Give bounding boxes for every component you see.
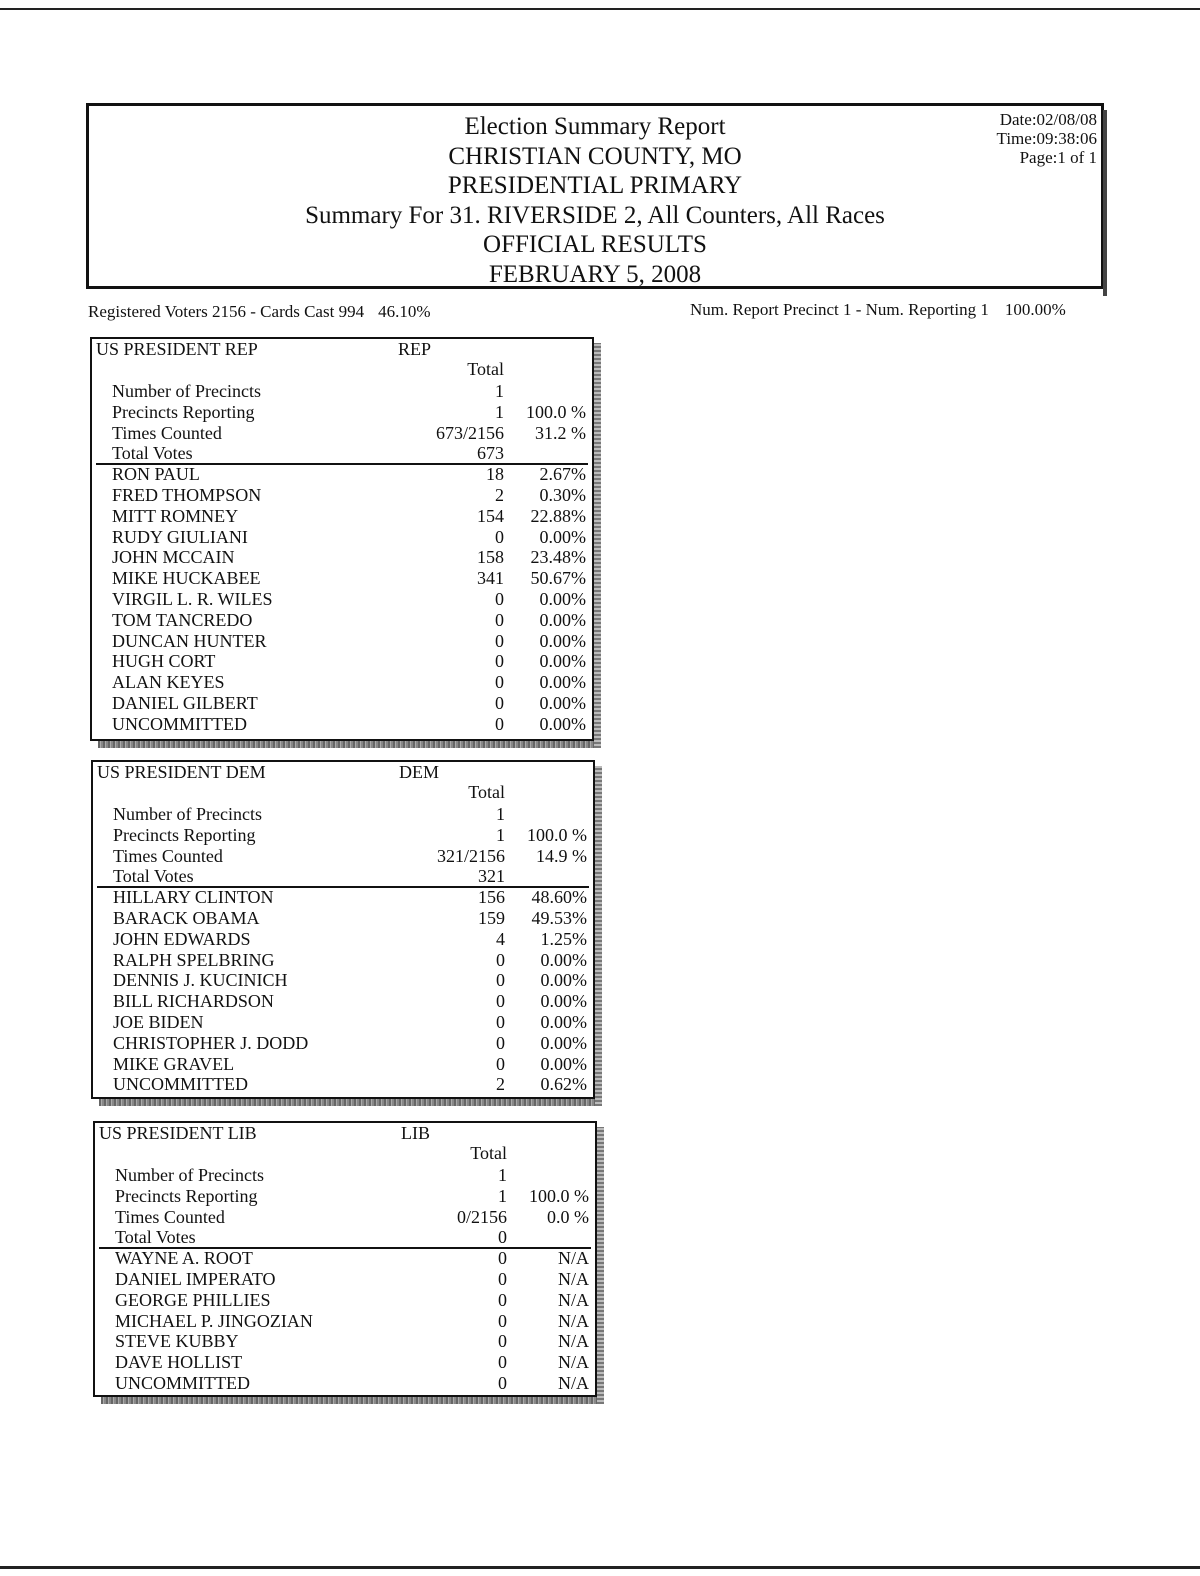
candidate-percent: N/A xyxy=(558,1372,589,1393)
candidate-percent: 48.60% xyxy=(531,887,587,908)
candidate-votes: 0 xyxy=(495,588,504,609)
candidate-name: MIKE HUCKABEE xyxy=(112,568,261,589)
summary-percent: 100.0 % xyxy=(527,824,587,845)
candidate-row xyxy=(93,908,593,929)
total-column-header: Total xyxy=(468,782,505,802)
candidate-percent: 0.00% xyxy=(540,1053,587,1074)
candidate-percent: 0.00% xyxy=(539,672,586,693)
box-shadow xyxy=(594,343,601,748)
summary-label: Times Counted xyxy=(115,1206,225,1227)
summary-label: Number of Precincts xyxy=(113,804,262,824)
candidate-row xyxy=(93,1054,593,1075)
candidate-percent: 22.88% xyxy=(530,505,586,526)
candidate-votes: 158 xyxy=(477,547,504,568)
candidate-name: TOM TANCREDO xyxy=(112,609,253,630)
summary-row xyxy=(95,1207,595,1228)
total-column-header: Total xyxy=(470,1143,507,1163)
candidate-votes: 2 xyxy=(495,484,504,505)
candidate-row xyxy=(95,1352,595,1373)
summary-value: 1 xyxy=(496,824,505,845)
candidate-row xyxy=(93,1074,593,1095)
total-column-header: Total xyxy=(467,359,504,379)
candidate-name: DANIEL IMPERATO xyxy=(115,1268,276,1289)
summary-percent: 31.2 % xyxy=(535,422,586,443)
summary-value: 1 xyxy=(498,1165,507,1185)
summary-label: Number of Precincts xyxy=(115,1165,264,1185)
summary-value: 1 xyxy=(495,381,504,401)
candidate-votes: 0 xyxy=(495,609,504,630)
summary-row xyxy=(93,866,593,887)
candidate-name: DANIEL GILBERT xyxy=(112,692,258,713)
precinct-stats xyxy=(690,300,1066,320)
summary-value: 1 xyxy=(496,804,505,824)
summary-row xyxy=(95,1227,595,1248)
candidate-votes: 0 xyxy=(498,1310,507,1331)
candidate-row xyxy=(92,631,592,652)
candidate-name: ALAN KEYES xyxy=(112,672,225,693)
summary-percent: 100.0 % xyxy=(526,401,586,422)
candidate-name: JOHN MCCAIN xyxy=(112,547,235,568)
candidate-row xyxy=(92,506,592,527)
candidate-votes: 0 xyxy=(498,1289,507,1310)
candidate-name: BARACK OBAMA xyxy=(113,907,260,928)
report-time: Time:09:38:06 xyxy=(996,129,1097,148)
summary-value: 1 xyxy=(495,401,504,422)
summary-row xyxy=(92,381,592,402)
precincts-percent: 100.00% xyxy=(1004,300,1066,319)
summary-row xyxy=(93,804,593,825)
candidate-percent: 0.00% xyxy=(539,526,586,547)
header-title-block xyxy=(89,112,1101,289)
summary-percent: 0.0 % xyxy=(547,1206,589,1227)
race-rows xyxy=(92,381,592,735)
turnout-percent: 46.10% xyxy=(378,302,431,321)
candidate-row xyxy=(93,1012,593,1033)
summary-label: Precincts Reporting xyxy=(112,401,255,422)
report-title: Election Summary Report xyxy=(464,113,726,140)
election-name: PRESIDENTIAL PRIMARY xyxy=(447,172,743,199)
candidate-name: HILLARY CLINTON xyxy=(113,887,274,908)
candidate-percent: N/A xyxy=(558,1268,589,1289)
candidate-percent: 0.00% xyxy=(539,609,586,630)
box-shadow xyxy=(98,741,594,748)
candidate-name: CHRISTOPHER J. DODD xyxy=(113,1032,309,1053)
summary-row xyxy=(93,846,593,867)
top-rule xyxy=(0,8,1200,10)
candidate-votes: 0 xyxy=(496,949,505,970)
summary-percent: 100.0 % xyxy=(529,1185,589,1206)
race-party: REP xyxy=(398,339,432,359)
summary-row xyxy=(95,1186,595,1207)
race-party: DEM xyxy=(399,762,439,782)
race-box-dem xyxy=(91,760,595,1099)
race-box-lib xyxy=(93,1121,597,1397)
candidate-votes: 0 xyxy=(495,630,504,651)
race-title: US PRESIDENT DEM xyxy=(97,762,266,782)
candidate-votes: 341 xyxy=(477,568,504,589)
summary-row xyxy=(92,423,592,444)
candidate-row xyxy=(95,1311,595,1332)
candidate-votes: 0 xyxy=(496,1011,505,1032)
candidate-name: GEORGE PHILLIES xyxy=(115,1289,271,1310)
candidate-votes: 156 xyxy=(478,887,505,908)
candidate-name: JOE BIDEN xyxy=(113,1011,204,1032)
candidate-percent: N/A xyxy=(558,1248,589,1269)
summary-label: Total Votes xyxy=(113,866,194,887)
candidate-percent: 1.25% xyxy=(540,928,587,949)
candidate-row xyxy=(95,1290,595,1311)
candidate-name: DENNIS J. KUCINICH xyxy=(113,970,288,991)
candidate-votes: 0 xyxy=(496,1032,505,1053)
candidate-percent: 0.30% xyxy=(539,484,586,505)
candidate-name: FRED THOMPSON xyxy=(112,484,262,505)
summary-scope: Summary For 31. RIVERSIDE 2, All Counters, All Races xyxy=(305,201,885,229)
candidate-name: DUNCAN HUNTER xyxy=(112,630,267,651)
candidate-percent: 0.00% xyxy=(539,692,586,713)
candidate-name: RON PAUL xyxy=(112,464,200,485)
candidate-votes: 0 xyxy=(498,1248,507,1269)
candidate-row xyxy=(92,714,592,735)
candidate-row xyxy=(92,568,592,589)
candidate-name: RUDY GIULIANI xyxy=(112,526,248,547)
summary-value: 673/2156 xyxy=(435,422,504,443)
candidate-name: UNCOMMITTED xyxy=(115,1372,250,1393)
candidate-percent: 2.67% xyxy=(539,464,586,485)
candidate-row xyxy=(92,527,592,548)
candidate-votes: 0 xyxy=(498,1331,507,1352)
candidate-name: HUGH CORT xyxy=(112,651,216,672)
candidate-percent: 0.00% xyxy=(540,949,587,970)
candidate-percent: 0.00% xyxy=(540,1032,587,1053)
candidate-votes: 0 xyxy=(495,713,504,734)
page-number: Page:1 of 1 xyxy=(1019,148,1097,167)
summary-label: Precincts Reporting xyxy=(113,824,256,845)
report-header xyxy=(86,103,1104,289)
candidate-row xyxy=(93,929,593,950)
summary-row xyxy=(93,825,593,846)
candidate-percent: 0.00% xyxy=(539,630,586,651)
summary-label: Total Votes xyxy=(115,1227,196,1248)
summary-value: 1 xyxy=(498,1185,507,1206)
candidate-row xyxy=(92,610,592,631)
candidate-row xyxy=(92,651,592,672)
box-shadow xyxy=(101,1397,597,1404)
candidate-row xyxy=(92,485,592,506)
candidate-votes: 2 xyxy=(496,1074,505,1095)
candidate-votes: 18 xyxy=(486,464,504,485)
candidate-name: UNCOMMITTED xyxy=(112,713,247,734)
candidate-name: UNCOMMITTED xyxy=(113,1074,248,1095)
candidate-percent: 0.00% xyxy=(539,588,586,609)
candidate-votes: 0 xyxy=(495,692,504,713)
candidate-name: VIRGIL L. R. WILES xyxy=(112,588,273,609)
candidate-percent: 0.00% xyxy=(539,651,586,672)
candidate-votes: 0 xyxy=(495,651,504,672)
candidate-row xyxy=(93,991,593,1012)
candidate-row xyxy=(93,1033,593,1054)
summary-row xyxy=(92,443,592,464)
candidate-votes: 159 xyxy=(478,907,505,928)
candidate-row xyxy=(92,547,592,568)
summary-label: Precincts Reporting xyxy=(115,1185,258,1206)
candidate-name: DAVE HOLLIST xyxy=(115,1352,243,1373)
summary-value: 0 xyxy=(498,1227,507,1248)
race-box-rep xyxy=(90,337,594,741)
candidate-row xyxy=(95,1331,595,1352)
candidate-votes: 154 xyxy=(477,505,504,526)
summary-label: Total Votes xyxy=(112,443,193,464)
race-party: LIB xyxy=(401,1123,430,1143)
bottom-rule xyxy=(0,1566,1200,1569)
candidate-votes: 0 xyxy=(496,991,505,1012)
candidate-row xyxy=(93,887,593,908)
candidate-votes: 0 xyxy=(496,970,505,991)
candidate-name: MICHAEL P. JINGOZIAN xyxy=(115,1310,313,1331)
candidate-name: JOHN EDWARDS xyxy=(113,928,251,949)
summary-value: 321 xyxy=(478,866,505,887)
summary-label: Times Counted xyxy=(113,845,223,866)
report-meta xyxy=(997,110,1097,167)
candidate-name: WAYNE A. ROOT xyxy=(115,1248,253,1269)
candidate-percent: N/A xyxy=(558,1289,589,1310)
candidate-row xyxy=(95,1248,595,1269)
summary-label: Number of Precincts xyxy=(112,381,261,401)
box-shadow xyxy=(595,766,602,1106)
candidate-percent: 0.00% xyxy=(540,991,587,1012)
candidate-name: RALPH SPELBRING xyxy=(113,949,275,970)
candidate-percent: N/A xyxy=(558,1352,589,1373)
summary-value: 673 xyxy=(477,443,504,464)
candidate-percent: N/A xyxy=(558,1310,589,1331)
race-title: US PRESIDENT LIB xyxy=(99,1123,257,1143)
candidate-row xyxy=(92,589,592,610)
summary-value: 321/2156 xyxy=(436,845,505,866)
summary-row xyxy=(95,1165,595,1186)
candidate-row xyxy=(92,693,592,714)
county-name: CHRISTIAN COUNTY, MO xyxy=(448,142,742,170)
candidate-name: MITT ROMNEY xyxy=(112,505,239,526)
candidate-percent: 50.67% xyxy=(530,568,586,589)
election-date: FEBRUARY 5, 2008 xyxy=(488,260,702,288)
candidate-row xyxy=(92,464,592,485)
candidate-percent: N/A xyxy=(558,1331,589,1352)
candidate-percent: 0.00% xyxy=(539,713,586,734)
candidate-percent: 0.00% xyxy=(540,1011,587,1032)
candidate-votes: 4 xyxy=(496,928,505,949)
candidate-votes: 0 xyxy=(495,526,504,547)
candidate-votes: 0 xyxy=(498,1268,507,1289)
race-rows xyxy=(95,1165,595,1394)
candidate-row xyxy=(95,1373,595,1394)
report-date: Date:02/08/08 xyxy=(999,110,1097,129)
candidate-row xyxy=(92,672,592,693)
candidate-votes: 0 xyxy=(498,1352,507,1373)
summary-row xyxy=(92,402,592,423)
candidate-percent: 0.00% xyxy=(540,970,587,991)
precincts-reporting-text: Num. Report Precinct 1 - Num. Reporting 1 xyxy=(690,300,989,319)
candidate-votes: 0 xyxy=(496,1053,505,1074)
candidate-name: STEVE KUBBY xyxy=(115,1331,239,1352)
results-status: OFFICIAL RESULTS xyxy=(483,231,707,258)
candidate-percent: 0.62% xyxy=(540,1074,587,1095)
registered-cards: Registered Voters 2156 - Cards Cast 994 xyxy=(88,302,365,321)
race-rows xyxy=(93,804,593,1095)
candidate-row xyxy=(95,1269,595,1290)
candidate-percent: 23.48% xyxy=(530,547,586,568)
candidate-votes: 0 xyxy=(498,1372,507,1393)
candidate-row xyxy=(93,970,593,991)
box-shadow xyxy=(99,1099,595,1106)
summary-value: 0/2156 xyxy=(456,1206,507,1227)
candidate-name: BILL RICHARDSON xyxy=(113,991,274,1012)
summary-label: Times Counted xyxy=(112,422,222,443)
turnout-stats xyxy=(88,302,431,322)
box-shadow xyxy=(597,1127,604,1404)
candidate-percent: 49.53% xyxy=(531,907,587,928)
candidate-row xyxy=(93,950,593,971)
summary-percent: 14.9 % xyxy=(536,845,587,866)
race-title: US PRESIDENT REP xyxy=(96,339,258,359)
candidate-votes: 0 xyxy=(495,672,504,693)
candidate-name: MIKE GRAVEL xyxy=(113,1053,235,1074)
